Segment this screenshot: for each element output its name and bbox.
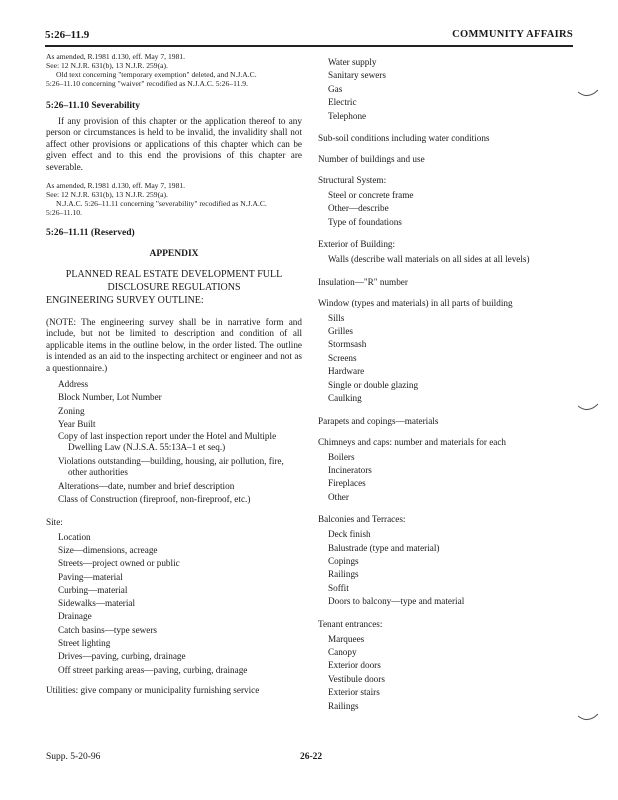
list-item: Year Built	[58, 418, 96, 429]
tenant-items-list	[328, 633, 573, 713]
tenant-label: Tenant entrances:	[318, 618, 383, 629]
list-item: Steel or concrete frame	[328, 190, 414, 201]
page-header	[45, 29, 573, 47]
list-item: Copy of last inspection report under the Hotel and Multiple Dwelling Law (N.J.S.A. 55:13A–1 et seq.)	[58, 431, 277, 453]
list-item: Sidewalks—material	[58, 598, 136, 609]
list-item: Railings	[328, 700, 359, 711]
scan-mark	[576, 712, 600, 726]
list-item: Catch basins—type sewers	[58, 624, 157, 635]
list-item: Size—dimensions, acreage	[58, 544, 158, 555]
page-number: 26-22	[300, 752, 323, 762]
list-item: Caulking	[328, 393, 362, 404]
note-line: Old text concerning "temporary exemption" deleted, and N.J.A.C.	[56, 70, 257, 79]
exterior-items-list	[328, 253, 573, 266]
severability-text: If any provision of this chapter or the application thereof to any person or circumstances is held to be invalid, the invalidity shall not affect other provisions or applications of this chapter which can be given effect and to this end the provisions of this chapter are severable.	[46, 116, 302, 172]
left-column	[46, 52, 302, 699]
chapter-title: COMMUNITY AFFAIRS	[452, 29, 573, 40]
list-item: Exterior stairs	[328, 687, 380, 698]
history-notes-mid	[46, 181, 302, 217]
buildings-label: Number of buildings and use	[318, 154, 425, 165]
list-item: Incinerators	[328, 464, 372, 475]
list-item: Drainage	[58, 611, 92, 622]
insulation-label: Insulation—"R" number	[318, 276, 408, 287]
list-item: Gas	[328, 83, 343, 94]
list-item: Railings	[328, 569, 359, 580]
scan-mark	[576, 402, 600, 416]
list-item: Location	[58, 531, 91, 542]
list-item: Sills	[328, 312, 345, 323]
list-item: Curbing—material	[58, 584, 128, 595]
note-line: As amended, R.1981 d.130, eff. May 7, 1981.	[46, 52, 186, 61]
note-line: N.J.A.C. 5:26–11.11 concerning "severability" recodified as N.J.A.C.	[56, 199, 267, 209]
list-item: Deck finish	[328, 529, 371, 540]
site-label: Site:	[46, 516, 63, 527]
appendix-heading-line2: DISCLOSURE REGULATIONS	[107, 282, 241, 294]
utilities-label: Utilities: give company or municipality furnishing service	[46, 684, 260, 695]
note-line: See: 12 N.J.R. 631(b), 13 N.J.R. 259(a).	[46, 190, 168, 200]
survey-note: (NOTE: The engineering survey shall be in narrative form and include, but not be limited to description and condition of all applicable items in the outline below, in the order listed. The outline is intended as an aid to the inspecting architect or engineer and not as a questionnaire.)	[46, 317, 302, 373]
appendix-heading-line1: PLANNED REAL ESTATE DEVELOPMENT FULL	[65, 269, 283, 281]
note-line: 5:26–11.10.	[46, 208, 82, 218]
list-item: Telephone	[328, 110, 367, 121]
list-item: Sanitary sewers	[328, 70, 386, 81]
list-item: Alterations—date, number and brief description	[58, 481, 235, 492]
section-title-reserved: 5:26–11.11 (Reserved)	[46, 228, 135, 239]
list-item: Walls (describe wall materials on all sides at all levels)	[328, 254, 530, 265]
right-column	[318, 56, 573, 713]
list-item: Zoning	[58, 405, 85, 416]
list-item: Vestibule doors	[328, 673, 385, 684]
list-item: Block Number, Lot Number	[58, 392, 162, 403]
list-item: Screens	[328, 352, 357, 363]
list-item: Paving—material	[58, 571, 123, 582]
note-line: See: 12 N.J.R. 631(b), 13 N.J.R. 259(a).	[46, 61, 168, 70]
exterior-label: Exterior of Building:	[318, 239, 396, 250]
list-item: Marquees	[328, 633, 365, 644]
list-item: Electric	[328, 97, 357, 108]
list-item: Soffit	[328, 582, 349, 593]
list-item: Copings	[328, 555, 359, 566]
list-item: Fireplaces	[328, 478, 366, 489]
note-line: As amended, R.1981 d.130, eff. May 7, 1981.	[46, 181, 186, 191]
list-item: Canopy	[328, 646, 357, 657]
balconies-items-list	[328, 528, 573, 608]
list-item: Streets—project owned or public	[58, 558, 180, 569]
structural-label: Structural System:	[318, 175, 387, 186]
supplement-date: Supp. 5-20-96	[46, 752, 101, 762]
list-item: Address	[58, 379, 89, 390]
list-item: Off street parking areas—paving, curbing, drainage	[58, 664, 248, 675]
scan-mark	[576, 88, 600, 102]
list-item: Exterior doors	[328, 660, 381, 671]
list-item: Street lighting	[58, 638, 111, 649]
utilities-items-list	[328, 56, 573, 123]
window-items-list	[328, 312, 573, 406]
list-item: Hardware	[328, 366, 365, 377]
parapets-label: Parapets and copings—materials	[318, 415, 439, 426]
list-item: Drives—paving, curbing, drainage	[58, 651, 186, 662]
structural-items-list	[328, 189, 573, 229]
list-item: Doors to balcony—type and material	[328, 596, 465, 607]
chimneys-items-list	[328, 451, 573, 505]
list-item: Single or double glazing	[328, 379, 419, 390]
list-item: Other	[328, 491, 349, 502]
chimneys-label: Chimneys and caps: number and materials for each	[318, 436, 507, 447]
balconies-label: Balconies and Terraces:	[318, 514, 406, 525]
list-item: Other—describe	[328, 203, 389, 214]
list-item: Boilers	[328, 451, 355, 462]
list-item: Violations outstanding—building, housing, air pollution, fire, other authorities	[58, 455, 284, 477]
section-title-severability: 5:26–11.10 Severability	[46, 101, 140, 111]
window-label: Window (types and materials) in all parts of building	[318, 297, 513, 308]
list-item: Class of Construction (fireproof, non-fireproof, etc.)	[58, 494, 251, 505]
list-item: Stormsash	[328, 339, 367, 350]
site-items-list	[58, 531, 302, 677]
list-item: Water supply	[328, 57, 377, 67]
general-items-list	[58, 378, 302, 507]
appendix-title: APPENDIX	[149, 249, 199, 260]
history-notes-top	[46, 52, 302, 88]
list-item: Grilles	[328, 326, 354, 337]
list-item: Balustrade (type and material)	[328, 542, 440, 553]
section-number: 5:26–11.9	[45, 29, 90, 41]
list-item: Type of foundations	[328, 216, 402, 227]
appendix-heading-line3: ENGINEERING SURVEY OUTLINE:	[46, 295, 204, 307]
subsoil-label: Sub-soil conditions including water conditions	[318, 133, 490, 144]
note-line: 5:26–11.10 concerning "waiver" recodified as N.J.A.C. 5:26–11.9.	[46, 79, 248, 88]
